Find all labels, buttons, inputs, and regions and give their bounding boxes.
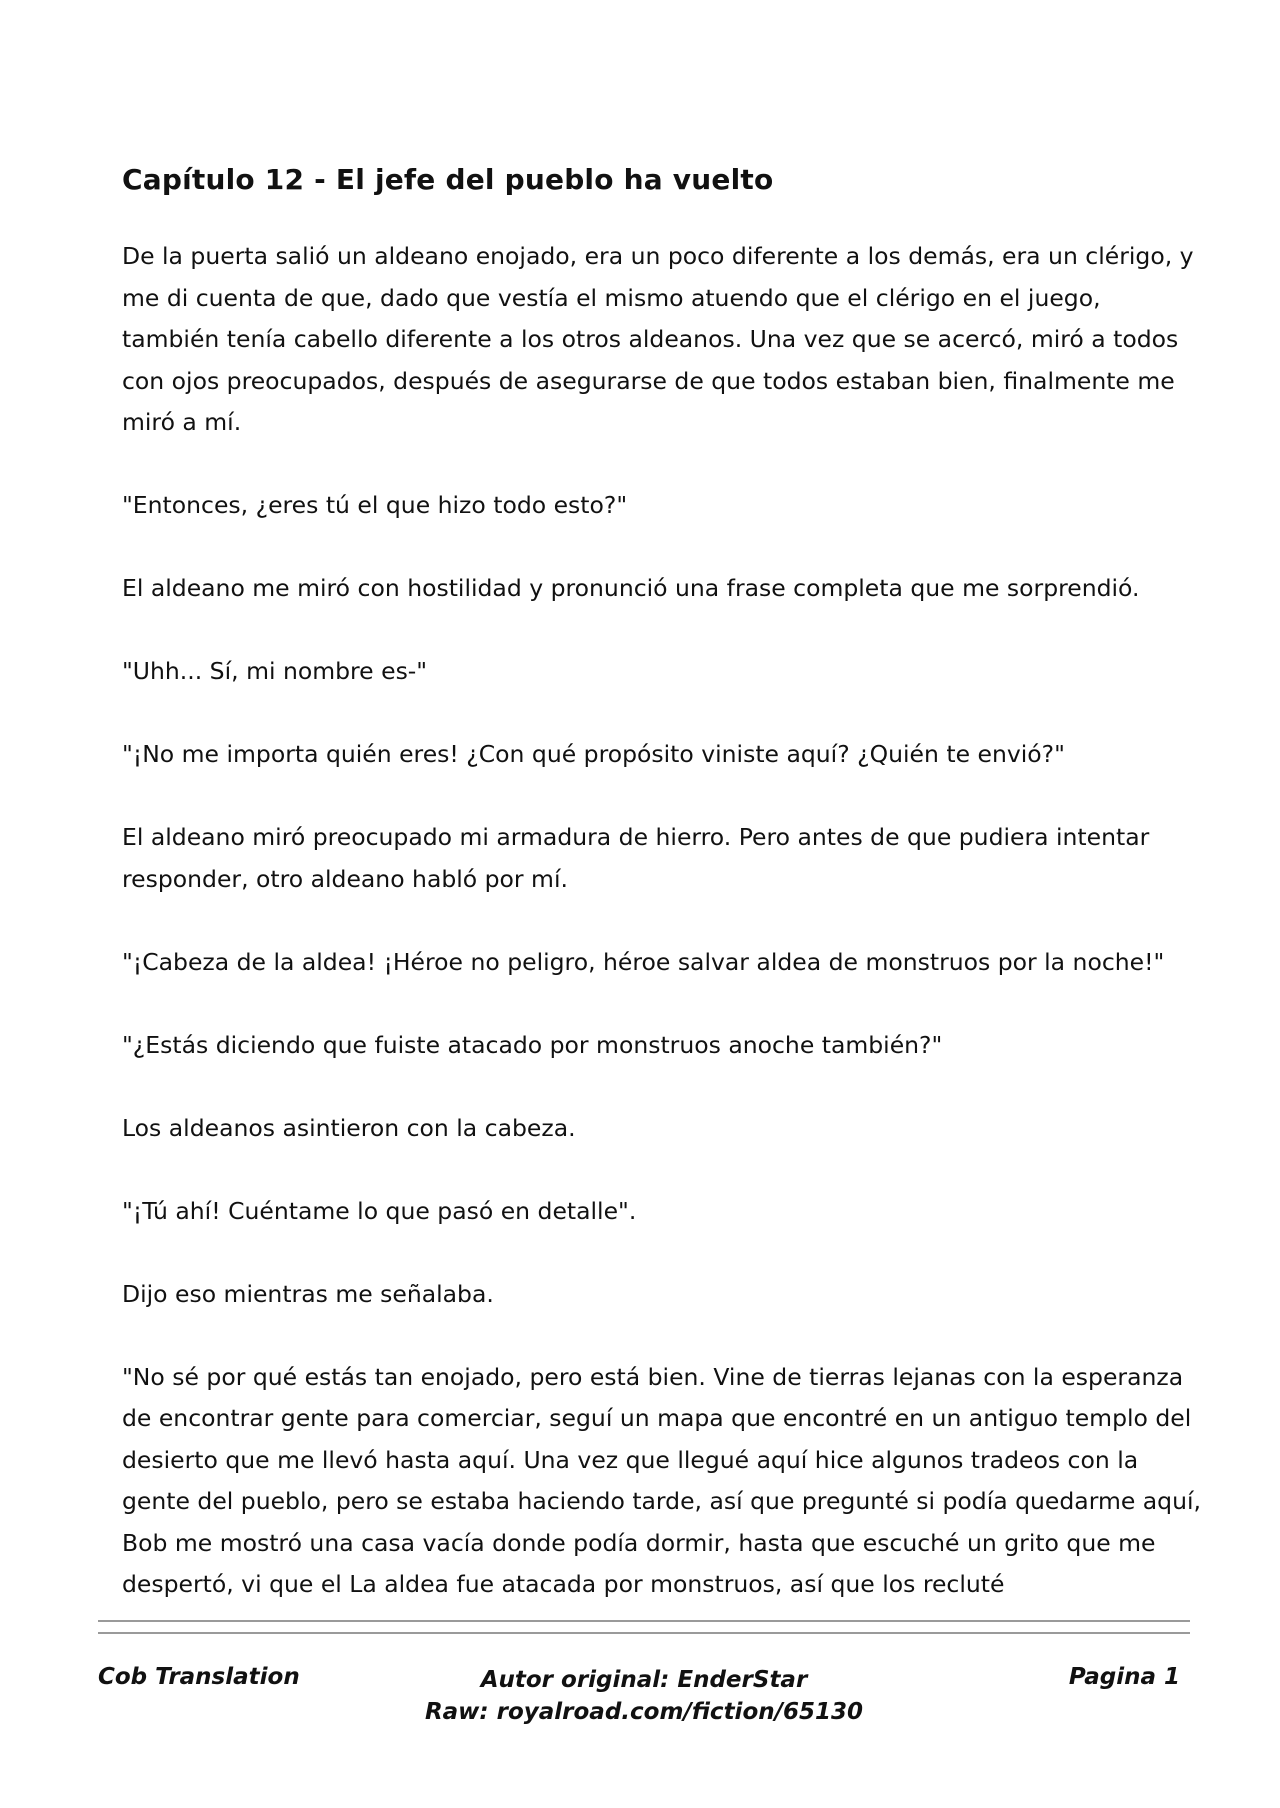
- paragraph-6: El aldeano miró preocupado mi armadura de hierro. Pero antes de que pudiera intentar responder, otro aldeano habló por mí.: [122, 823, 1150, 893]
- paragraph-10: "¡Tú ahí! Cuéntame lo que pasó en detalle".: [122, 1196, 637, 1225]
- paragraph-12: "No sé por qué estás tan enojado, pero está bien. Vine de tierras lejanas con la esperanza de encontrar gente para comerciar, seguí un mapa que encontré en un antiguo templo del desierto que me llevó hasta aquí. Una vez que llegué aquí hice algunos tradeos con la gente del pueblo, pero se estaba haciendo tarde, así que pregunté si podía quedarme aquí, Bob me mostró una casa vacía donde podía dormir, hasta que escuché un grito que me despertó, vi que el La aldea fue atacada por monstruos, así que los recluté: [122, 1362, 1201, 1598]
- paragraph-1: De la puerta salió un aldeano enojado, era un poco diferente a los demás, era un clérigo, y me di cuenta de que, dado que vestía el mismo atuendo que el clérigo en el juego, también tenía cabello diferente a los otros aldeanos. Una vez que se acercó, miró a todos con ojos preocupados, después de asegurarse de que todos estaban bien, finalmente me miró a mí.: [122, 242, 1194, 436]
- footer-raw-source: Raw: royalroad.com/fiction/65130: [424, 1699, 864, 1725]
- paragraph-11: Dijo eso mientras me señalaba.: [122, 1279, 494, 1308]
- paragraph-9: Los aldeanos asintieron con la cabeza.: [122, 1113, 576, 1142]
- chapter-title: Capítulo 12 - El jefe del pueblo ha vuelto: [122, 163, 774, 196]
- paragraph-5: "¡No me importa quién eres! ¿Con qué propósito viniste aquí? ¿Quién te envió?": [122, 740, 1065, 768]
- paragraph-8: "¿Estás diciendo que fuiste atacado por monstruos anoche también?": [122, 1030, 943, 1059]
- chapter-body: [122, 236, 1202, 1616]
- footer-page-number: Pagina 1: [1068, 1664, 1180, 1690]
- paragraph-2: "Entonces, ¿eres tú el que hizo todo esto?": [122, 491, 628, 519]
- page-footer: [98, 1664, 1190, 1744]
- paragraph-7: "¡Cabeza de la aldea! ¡Héroe no peligro, héroe salvar aldea de monstruos por la noche!": [122, 947, 1165, 976]
- footer-divider-top: [98, 1620, 1190, 1622]
- footer-divider-bottom: [98, 1632, 1190, 1634]
- paragraph-4: "Uhh... Sí, mi nombre es-": [122, 657, 428, 685]
- paragraph-3: El aldeano me miró con hostilidad y pronunció una frase completa que me sorprendió.: [122, 574, 1140, 602]
- footer-author: Autor original: EnderStar: [480, 1667, 808, 1693]
- footer-credits: [98, 1664, 1190, 1728]
- footer-translator: Cob Translation: [98, 1664, 300, 1690]
- chapter-header: [122, 160, 1202, 236]
